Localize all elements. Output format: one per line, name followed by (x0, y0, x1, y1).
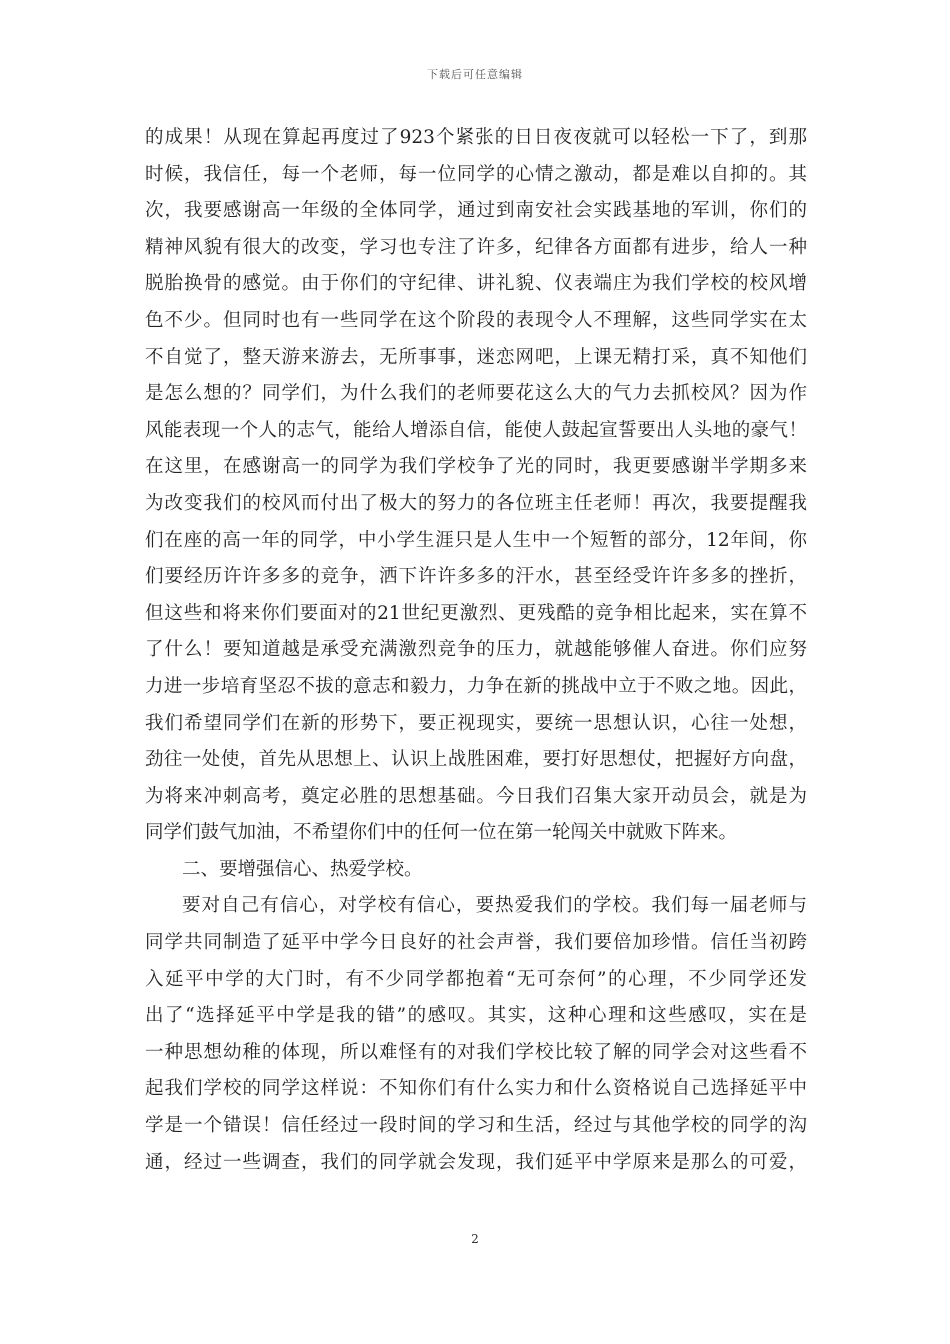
text-line: 们要经历许许多多的竞争，洒下许许多多的汗水，甚至经受许许多多的挫折， (145, 566, 807, 588)
text-line: 我们希望同学们在新的形势下，要正视现实，要统一思想认识，心往一处想， (145, 712, 807, 734)
text-line: 起我们学校的同学这样说：不知你们有什么实力和什么资格说自己选择延平中 (145, 1078, 807, 1100)
document-body (145, 120, 807, 1181)
text-line: 出了“选择延平中学是我的错”的感叹。其实，这种心理和这些感叹，实在是 (145, 1005, 807, 1027)
text-line: 在这里，在感谢高一的同学为我们学校争了光的同时，我更要感谢半学期多来 (145, 456, 807, 478)
text-line: 同学们鼓气加油，不希望你们中的任何一位在第一轮闯关中就败下阵来。 (145, 822, 738, 844)
text-line: 了什么！要知道越是承受充满激烈竞争的压力，就越能够催人奋进。你们应努 (145, 639, 807, 661)
text-line: 脱胎换骨的感觉。由于你们的守纪律、讲礼貌、仪表端庄为我们学校的校风增 (145, 273, 807, 295)
text-line: 不自觉了，整天游来游去，无所事事，迷恋网吧，上课无精打采，真不知他们 (145, 346, 807, 368)
text-line: 同学共同制造了延平中学今日良好的社会声誉，我们要倍加珍惜。信任当初跨 (145, 932, 807, 954)
page-header: 下载后可任意编辑 (427, 68, 523, 81)
text-line: 色不少。但同时也有一些同学在这个阶段的表现令人不理解，这些同学实在太 (145, 309, 807, 331)
text-line: 的成果！从现在算起再度过了923个紧张的日日夜夜就可以轻松一下了，到那 (145, 127, 807, 148)
text-line: 一种思想幼稚的体现，所以难怪有的对我们学校比较了解的同学会对这些看不 (145, 1041, 807, 1063)
text-line: 们在座的高一年的同学，中小学生涯只是人生中一个短暂的部分，12年间，你 (145, 529, 807, 551)
text-line: 精神风貌有很大的改变，学习也专注了许多，纪律各方面都有进步，给人一种 (145, 236, 807, 258)
text-line: 要对自己有信心，对学校有信心，要热爱我们的学校。我们每一届老师与 (182, 895, 807, 917)
text-line: 风能表现一个人的志气，能给人增添自信，能使人鼓起宣誓要出人头地的豪气！ (145, 419, 807, 441)
text-line: 学是一个错误！信任经过一段时间的学习和生活，经过与其他学校的同学的沟 (145, 1115, 807, 1137)
text-line: 但这些和将来你们要面对的21世纪更激烈、更残酷的竞争相比起来，实在算不 (145, 602, 807, 624)
text-line: 为将来冲刺高考，奠定必胜的思想基础。今日我们召集大家开动员会，就是为 (145, 785, 807, 807)
text-line: 力进一步培育坚忍不拔的意志和毅力，力争在新的挑战中立于不败之地。因此， (145, 675, 807, 697)
text-line: 是怎么想的？同学们，为什么我们的老师要花这么大的气力去抓校风？因为作 (145, 383, 807, 405)
page-number: 2 (471, 1232, 479, 1246)
text-line: 次，我要感谢高一年级的全体同学，通过到南安社会实践基地的军训，你们的 (145, 200, 807, 222)
text-line: 为改变我们的校风而付出了极大的努力的各位班主任老师！再次，我要提醒我 (145, 492, 807, 514)
text-line: 通，经过一些调查，我们的同学就会发现，我们延平中学原来是那么的可爱， (145, 1151, 807, 1173)
section-heading: 二、要增强信心、热爱学校。 (182, 858, 423, 880)
text-line: 时候，我信任，每一个老师，每一位同学的心情之激动，都是难以自抑的。其 (145, 163, 807, 185)
text-line: 劲往一处使，首先从思想上、认识上战胜困难，要打好思想仗，把握好方向盘， (145, 749, 807, 771)
text-line: 入延平中学的大门时，有不少同学都抱着“无可奈何”的心理，不少同学还发 (145, 968, 807, 990)
